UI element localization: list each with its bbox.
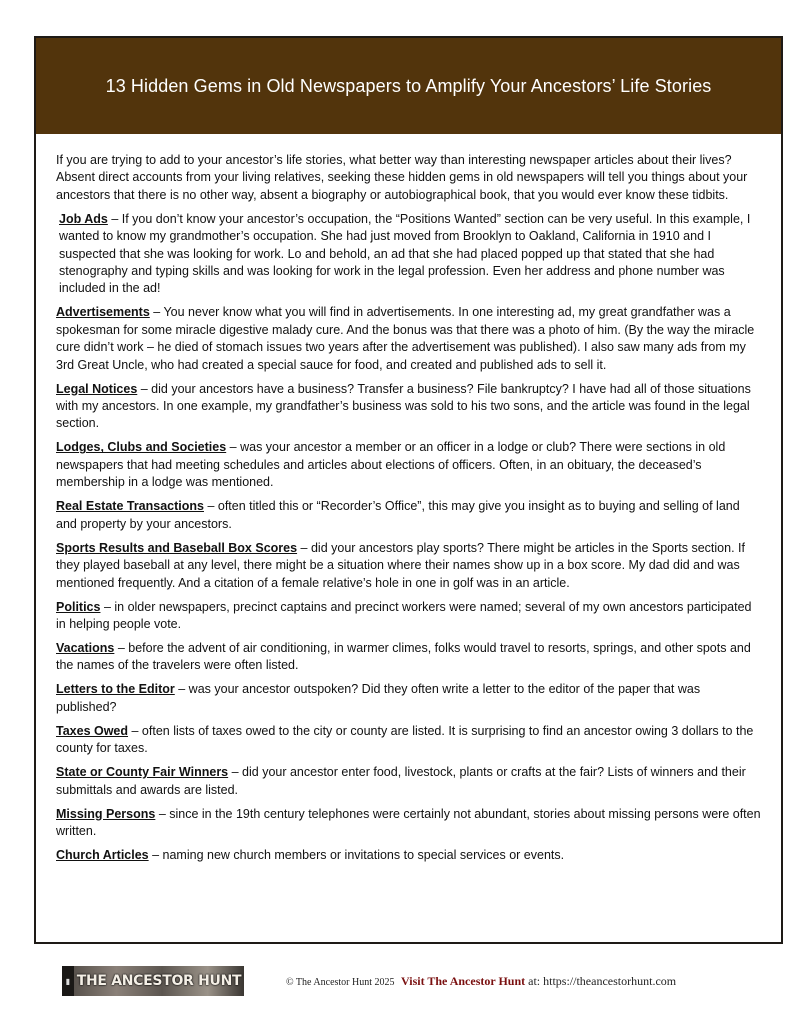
gem-paragraph [56, 764, 763, 799]
page-footer [0, 966, 791, 1002]
ancestor-hunt-logo [62, 966, 244, 996]
site-url[interactable]: at: https://theancestorhunt.com [525, 974, 677, 988]
gem-description: – often titled this or “Recorder’s Office”, this may give you insight as to buying and selling of land and property by your ancestors. [56, 499, 740, 531]
gem-paragraph [56, 723, 763, 758]
visit-link[interactable]: Visit The Ancestor Hunt [401, 974, 526, 988]
gem-description: – often lists of taxes owed to the city or county are listed. It is surprising to find an ancestor owing 3 dollars to the county for taxes. [56, 723, 754, 756]
intro-paragraph: If you are trying to add to your ancestor’s life stories, what better way than interesting newspaper articles about their lives? Absent direct accounts from your living relatives, seeking these hidden gems in old newspapers will tell you things about your ancestors that there is no other way, absent a biography or autobiographical book, that you would ever know these tidbits. [56, 153, 748, 202]
gem-paragraph [56, 640, 763, 675]
gem-description: – since in the 19th century telephones were certainly not abundant, stories about missing persons were often written. [56, 806, 761, 838]
gem-term: Politics [56, 599, 101, 614]
gem-paragraph [56, 681, 763, 716]
gem-description: – did your ancestors play sports? There might be articles in the Sports section. If they played baseball at any level, there might be a situation where their names show up in a box score. My dad did and was mentioned frequently. And a citation of a female relative’s hole in one in golf was in an article. [56, 540, 745, 590]
gem-description: – naming new church members or invitations to special services or events. [148, 847, 565, 862]
gem-description: – did your ancestors have a business? Transfer a business? File bankruptcy? I have had all of those situations with my ancestors. In one example, my grandfather’s business was sold to his two sons, and the article was found in the legal section. [56, 381, 751, 431]
gem-term: Letters to the Editor [56, 682, 175, 697]
gem-paragraph [56, 381, 763, 433]
gem-paragraph [56, 599, 763, 634]
logo-text: THE ANCESTOR HUNT [76, 973, 242, 989]
gem-description: – in older newspapers, precinct captains and precinct workers were named; several of my own ancestors participated in helping people vote. [56, 599, 752, 631]
gem-term: Legal Notices [56, 381, 138, 396]
gem-term: Job Ads [59, 211, 108, 226]
gem-term: Vacations [56, 640, 115, 655]
document-frame [34, 36, 783, 944]
gem-paragraph [56, 847, 763, 864]
gem-term: Sports Results and Baseball Box Scores [56, 540, 298, 555]
gems-list [56, 211, 763, 865]
gem-description: – You never know what you will find in advertisements. In one interesting ad, my great grandfather was a spokesman for some miracle digestive malady cure. And the bonus was that there was a photo of him. (By the way the miracle cure didn’t work – he died of stomach issues two years after the advertisement was published). I also saw many ads from my 3rd Great Uncle, who had created a special sauce for food, and created and published ads to sell it. [56, 305, 755, 372]
gem-description: – did your ancestor enter food, livestock, plants or crafts at the fair? Lists of winners and their submittals and awards are listed. [56, 765, 746, 797]
gem-paragraph [56, 806, 763, 841]
title-banner [36, 38, 781, 134]
footer-text [286, 974, 676, 989]
gem-paragraph [56, 540, 763, 592]
copyright-text: © The Ancestor Hunt 2025 [286, 977, 395, 988]
gem-description: – was your ancestor outspoken? Did they often write a letter to the editor of the paper that was published? [56, 682, 701, 714]
logo-badge-icon: ▮ [62, 966, 74, 996]
gem-term: Real Estate Transactions [56, 499, 204, 514]
gem-description: – If you don’t know your ancestor’s occupation, the “Positions Wanted” section can be very useful. In this example, I wanted to know my grandmother’s occupation. She had just moved from Brooklyn to Oakland, California in 1910 and I suspected that she was looking for work. Lo and behold, an ad that she had placed popped up that stated that she had stenography and typing skills and was looking for work in the legal profession. Even her address and phone number was included in the ad! [59, 211, 751, 296]
gem-paragraph [56, 439, 763, 491]
gem-term: Lodges, Clubs and Societies [56, 440, 227, 455]
gem-term: Church Articles [56, 847, 149, 862]
gem-description: – before the advent of air conditioning, in warmer climes, folks would travel to resorts, springs, and other spots and the names of the travelers were often listed. [56, 640, 751, 673]
gem-term: Taxes Owed [56, 723, 129, 738]
page-title: 13 Hidden Gems in Old Newspapers to Amplify Your Ancestors’ Life Stories [105, 75, 712, 96]
gem-description: – was your ancestor a member or an officer in a lodge or club? There were sections in old newspapers that had meeting schedules and articles about elections of officers. Often, in an obituary, the deceased’s membership in a lodge was mentioned. [56, 440, 726, 490]
gem-term: State or County Fair Winners [56, 765, 229, 780]
gem-term: Advertisements [56, 305, 150, 320]
gem-paragraph [56, 304, 763, 374]
gem-term: Missing Persons [56, 806, 156, 821]
article-body [56, 152, 763, 871]
gem-paragraph [56, 211, 763, 298]
gem-paragraph [56, 498, 763, 533]
